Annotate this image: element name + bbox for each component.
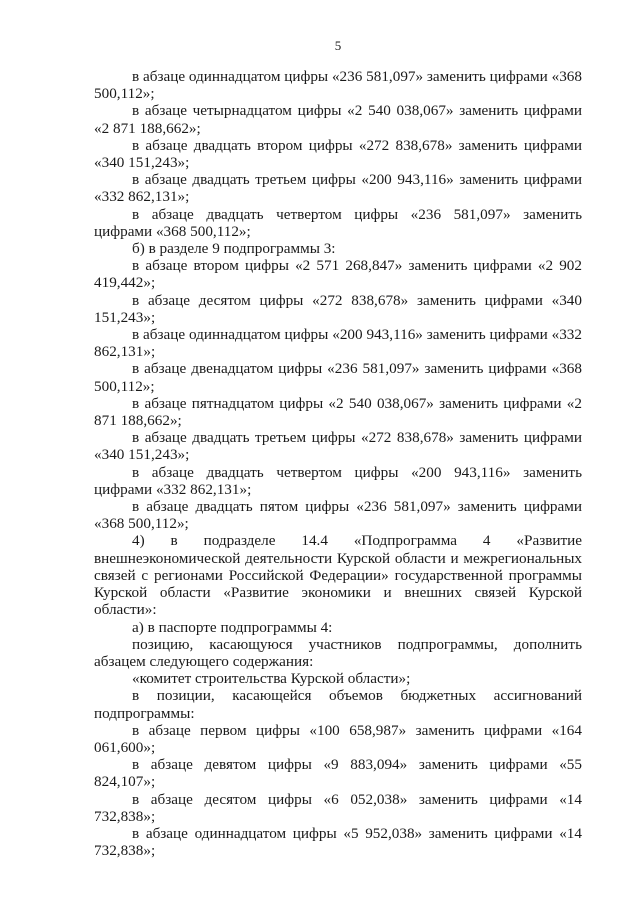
document-body — [94, 68, 582, 859]
page-number: 5 — [334, 38, 342, 53]
paragraph: в абзаце двадцать третьем цифры «200 943,116» заменить цифрами «332 862,131»; — [94, 171, 582, 206]
paragraph: в абзаце двадцать четвертом цифры «200 943,116» заменить цифрами «332 862,131»; — [94, 463, 582, 498]
paragraph: в абзаце двадцать пятом цифры «236 581,097» заменить цифрами «368 500,112»; — [94, 498, 582, 533]
paragraph: в абзаце четырнадцатом цифры «2 540 038,067» заменить цифрами «2 871 188,662»; — [94, 102, 582, 137]
paragraph: в абзаце десятом цифры «272 838,678» заменить цифрами «340 151,243»; — [94, 291, 582, 326]
paragraph: в абзаце двенадцатом цифры «236 581,097» заменить цифрами «368 500,112»; — [94, 360, 582, 395]
paragraph: «комитет строительства Курской области»; — [132, 670, 411, 688]
paragraph: а) в паспорте подпрограммы 4: — [132, 618, 333, 636]
paragraph: в абзаце двадцать втором цифры «272 838,678» заменить цифрами «340 151,243»; — [94, 136, 582, 172]
paragraph: в абзаце одиннадцатом цифры «200 943,116» заменить цифрами «332 862,131»; — [94, 326, 582, 361]
paragraph: 4) в подразделе 14.4 «Подпрограмма 4 «Развитие внешнеэкономической деятельности Курской области и межрегиональных связей с регионами Российской Федерации» государственной программы Курской области «Развитие экономики и внешних связей Курской области»: — [94, 532, 582, 619]
paragraph: в абзаце одиннадцатом цифры «5 952,038» заменить цифрами «14 732,838»; — [94, 824, 582, 860]
paragraph: в абзаце двадцать третьем цифры «272 838,678» заменить цифрами «340 151,243»; — [94, 429, 582, 464]
paragraph: в абзаце десятом цифры «6 052,038» заменить цифрами «14 732,838»; — [94, 790, 582, 825]
paragraph: в абзаце девятом цифры «9 883,094» заменить цифрами «55 824,107»; — [94, 756, 582, 791]
paragraph: в абзаце втором цифры «2 571 268,847» заменить цифрами «2 902 419,442»; — [94, 257, 582, 292]
paragraph: б) в разделе 9 подпрограммы 3: — [132, 240, 336, 258]
paragraph: в позиции, касающейся объемов бюджетных ассигнований подпрограммы: — [94, 687, 582, 722]
paragraph: в абзаце первом цифры «100 658,987» заменить цифрами «164 061,600»; — [94, 721, 582, 756]
paragraph: позицию, касающуюся участников подпрограммы, дополнить абзацем следующего содержания: — [94, 635, 582, 670]
paragraph: в абзаце одиннадцатом цифры «236 581,097» заменить цифрами «368 500,112»; — [94, 68, 582, 103]
paragraph: в абзаце двадцать четвертом цифры «236 581,097» заменить цифрами «368 500,112»; — [94, 205, 582, 240]
paragraph: в абзаце пятнадцатом цифры «2 540 038,067» заменить цифрами «2 871 188,662»; — [94, 394, 582, 430]
document-page — [94, 38, 582, 859]
